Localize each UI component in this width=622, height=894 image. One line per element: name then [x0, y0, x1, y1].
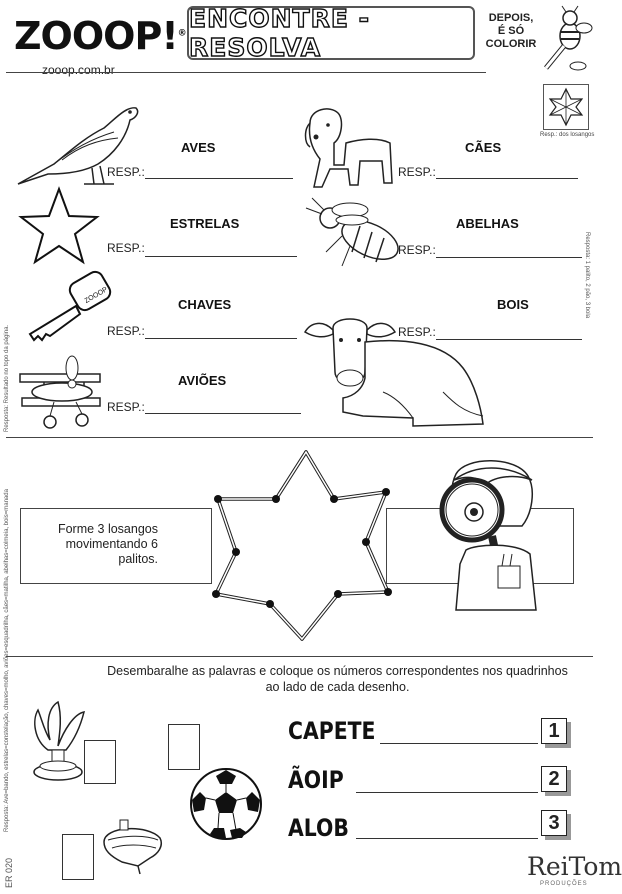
resp-label-caes: RESP.:	[398, 165, 436, 179]
ox-illustration	[303, 312, 487, 430]
zooop-logo: ZOOOP!®	[14, 14, 186, 58]
bee-pencil-icon	[538, 6, 596, 78]
reitom-subtitle: PRODUÇÕES	[540, 881, 588, 887]
answer-line-estrelas[interactable]	[145, 256, 297, 257]
puzzle-instruction: Forme 3 losangos movimentando 6 palitos.	[57, 522, 158, 566]
answer-line-caes[interactable]	[436, 178, 578, 179]
side-note-left-top: Resposta: Resultado no topo da página.	[4, 324, 10, 432]
soccer-ball-illustration	[188, 766, 264, 842]
activity-code: ER 020	[4, 857, 14, 888]
answer-line-bois[interactable]	[436, 339, 582, 340]
section-divider-2	[6, 656, 593, 657]
dog-illustration	[300, 103, 400, 191]
header-divider	[6, 72, 486, 73]
side-note-right: Resposta: 1 palito, 2 pão, 3 bola	[584, 232, 590, 319]
airplane-illustration	[14, 356, 104, 434]
answer-line-word-1[interactable]	[380, 743, 538, 744]
key-brand-text: ZOOOP	[83, 286, 109, 305]
scrambled-word-1: CAPETE	[288, 717, 376, 745]
answer-line-word-3[interactable]	[356, 838, 538, 839]
label-abelhas: ABELHAS	[456, 216, 519, 231]
depois-line-2: É SÓ	[497, 25, 525, 37]
label-avioes: AVIÕES	[178, 373, 227, 388]
answer-box-top[interactable]	[62, 834, 94, 880]
resp-label-estrelas: RESP.:	[107, 241, 145, 255]
number-box-3: 3	[541, 810, 567, 836]
label-chaves: CHAVES	[178, 297, 232, 312]
label-caes: CÃES	[465, 140, 502, 155]
resp-label-aves: RESP.:	[107, 165, 145, 179]
depois-line-3: COLORIR	[485, 38, 537, 50]
depois-colorir-note	[481, 12, 541, 51]
number-box-1: 1	[541, 718, 567, 744]
answer-box-ball[interactable]	[168, 724, 200, 770]
number-box-2: 2	[541, 766, 567, 792]
answer-line-word-2[interactable]	[356, 792, 538, 793]
resp-label-abelhas: RESP.:	[398, 243, 436, 257]
key-illustration	[24, 270, 114, 346]
depois-line-1: DEPOIS,	[488, 12, 534, 24]
label-aves: AVES	[181, 140, 216, 155]
logo-url: zooop.com.br	[42, 63, 115, 77]
resp-label-chaves: RESP.:	[107, 324, 145, 338]
bee-illustration	[302, 196, 404, 280]
resp-label-bois: RESP.:	[398, 325, 436, 339]
star-answer-caption: Resp.: dos losangos	[540, 132, 595, 138]
spinning-top-illustration	[98, 818, 166, 876]
six-point-star-icon	[544, 85, 588, 129]
title-box	[187, 6, 475, 60]
matchstick-star-puzzle[interactable]	[206, 444, 406, 644]
answer-line-abelhas[interactable]	[436, 257, 582, 258]
potted-plant-illustration	[28, 700, 88, 784]
star-illustration	[18, 186, 100, 266]
answer-box-plant[interactable]	[84, 740, 116, 784]
answer-line-chaves[interactable]	[145, 338, 297, 339]
resp-label-avioes: RESP.:	[107, 400, 145, 414]
answer-line-aves[interactable]	[145, 178, 293, 179]
star-answer-box	[543, 84, 589, 130]
scrambled-word-2: ÃOIP	[288, 766, 344, 794]
unscramble-instruction: Desembaralhe as palavras e coloque os números correspondentes nos quadrinhos ao lado de cada desenho.	[107, 664, 568, 694]
side-note-left-bottom: Resposta: Ave=bando, estrelas=constelação, chaves=molho, aviões=esquadrilha, cães=matilha, abelhas=colmeia, bois=manada	[4, 489, 10, 832]
boy-with-magnifier-illustration	[436, 454, 540, 614]
page-title: ENCONTRE - RESOLVA	[189, 4, 370, 62]
reitom-logo: ReiTom	[527, 852, 622, 881]
label-estrelas: ESTRELAS	[170, 216, 240, 231]
scrambled-word-3: ALOB	[288, 814, 349, 842]
label-bois: BOIS	[497, 297, 529, 312]
answer-line-avioes[interactable]	[145, 413, 301, 414]
section-divider-1	[6, 437, 593, 438]
